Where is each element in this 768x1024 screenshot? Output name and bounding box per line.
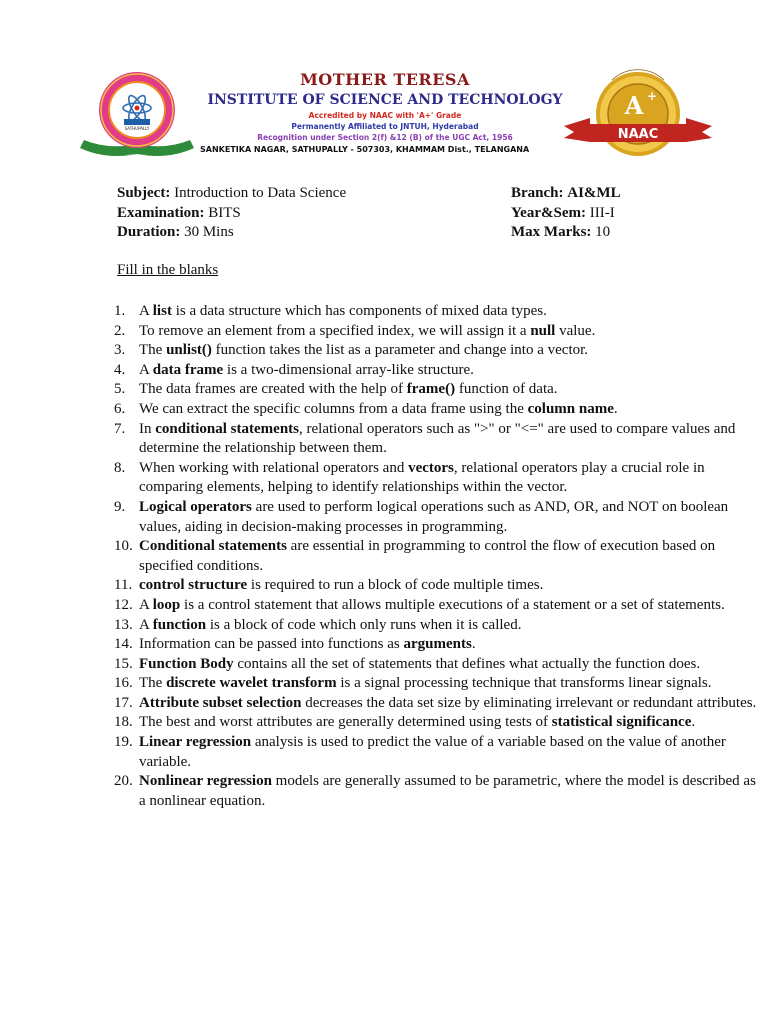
duration-label: Duration: — [117, 224, 181, 241]
question-number: 3. — [114, 342, 126, 359]
question-number: 7. — [114, 420, 126, 437]
duration-value: 30 Mins — [184, 224, 234, 241]
institute-header-text — [196, 70, 574, 157]
meta-row-1 — [117, 184, 677, 204]
section-title: Fill in the blanks — [117, 262, 219, 278]
answer-term: frame() — [406, 381, 456, 398]
question-item — [114, 341, 764, 361]
answer-term: Conditional statements — [139, 538, 287, 555]
subject-label: Subject: — [117, 185, 171, 201]
question-text: . — [471, 636, 476, 653]
question-number: 2. — [114, 322, 126, 339]
question-number: 5. — [114, 381, 126, 398]
question-item — [114, 498, 764, 537]
question-number: 9. — [114, 498, 126, 515]
letterhead — [0, 0, 768, 170]
question-number: 10. — [114, 538, 133, 555]
question-text: contains all the set of statements that defines what actually the function does. — [233, 655, 701, 672]
accreditation-text: Accredited by NAAC with 'A+' Grade — [308, 111, 462, 120]
seal-inner-text: SATHUPALLY — [124, 126, 150, 131]
answer-term: data frame — [152, 361, 224, 378]
answer-term: arguments — [403, 636, 472, 653]
question-item — [114, 400, 764, 420]
question-text: We can extract the specific columns from a data frame using the — [139, 400, 528, 417]
meta-row-3 — [117, 223, 677, 243]
marks-field — [511, 223, 610, 243]
question-text: analysis is used to predict the value of a variable based on the value of another variable. — [139, 734, 726, 770]
answer-term: Attribute subset selection — [139, 694, 302, 711]
naac-grade-plus: + — [646, 89, 658, 103]
question-text: models are generally assumed to be parametric, where the model is described as a nonlinear equation. — [139, 773, 756, 809]
naac-badge-logo — [560, 68, 716, 168]
affiliation-text: Permanently Affiliated to JNTUH, Hyderabad — [291, 122, 479, 131]
question-item — [114, 380, 764, 400]
question-text: , relational operators play a crucial role in comparing elements, helping to identify relationships within the vector. — [139, 459, 705, 496]
answer-term: loop — [152, 596, 181, 613]
question-item — [114, 322, 764, 342]
question-number: 20. — [114, 773, 133, 790]
question-text: is a control statement that allows multiple executions of a statement or a set of statements. — [180, 596, 725, 613]
question-number: 11. — [114, 577, 133, 594]
question-text: A — [139, 361, 153, 378]
question-text: A — [139, 616, 153, 633]
question-item — [114, 616, 764, 636]
question-item — [114, 576, 764, 596]
exam-field — [117, 204, 511, 224]
question-item — [114, 596, 764, 616]
marks-value: 10 — [595, 224, 611, 241]
question-text: The best and worst attributes are generally determined using tests of — [139, 714, 552, 731]
answer-term: column name — [527, 400, 614, 417]
institute-seal-logo — [76, 68, 198, 160]
question-item — [114, 459, 764, 498]
subject-value: Introduction to Data Science — [174, 185, 347, 201]
question-text: is required to run a block of code multiple times. — [247, 577, 544, 594]
answer-term: null — [530, 322, 556, 339]
question-text: To remove an element from a specified index, we will assign it a — [139, 322, 531, 339]
duration-field — [117, 223, 511, 243]
question-text: are essential in programming to control the flow of execution based on specified conditions. — [139, 538, 716, 574]
question-number: 8. — [114, 459, 126, 476]
question-text: are used to perform logical operations such as AND, OR, and NOT on boolean values, aiding in decision-making processes in programming. — [139, 498, 729, 535]
question-item — [114, 733, 764, 772]
question-number: 6. — [114, 400, 126, 417]
question-text: is a signal processing technique that transforms linear signals. — [336, 675, 712, 692]
naac-label-text: NAAC — [617, 127, 659, 142]
answer-term: Nonlinear regression — [139, 773, 272, 790]
recognition-text: Recognition under Section 2(f) &12 (B) of the UGC Act, 1956 — [257, 133, 513, 142]
question-item — [114, 302, 764, 322]
question-number: 14. — [114, 636, 133, 653]
question-text: is a two-dimensional array-like structure. — [223, 361, 474, 378]
question-text: The data frames are created with the help of — [139, 381, 407, 398]
question-number: 17. — [114, 694, 133, 711]
question-text: The — [139, 342, 167, 359]
question-text: , relational operators such as ">" or "<=" are used to compare values and determine the relationship between them. — [139, 420, 736, 457]
question-item — [114, 635, 764, 655]
question-number: 12. — [114, 596, 133, 613]
question-number: 16. — [114, 675, 133, 692]
answer-term: control structure — [139, 577, 248, 594]
branch-value: AI&ML — [567, 185, 621, 201]
yearsem-value: III-I — [589, 204, 615, 221]
yearsem-field — [511, 204, 615, 224]
question-number: 18. — [114, 714, 133, 731]
question-number: 13. — [114, 616, 133, 633]
question-text: The — [139, 675, 167, 692]
question-text: A — [139, 596, 153, 613]
subject-field — [117, 184, 511, 204]
meta-row-2 — [117, 204, 677, 224]
question-item — [114, 537, 764, 576]
answer-term: Linear regression — [139, 734, 252, 751]
question-text: When working with relational operators and — [139, 459, 409, 476]
answer-term: Logical operators — [139, 498, 252, 515]
question-item — [114, 361, 764, 381]
question-item — [114, 713, 764, 733]
question-item — [114, 674, 764, 694]
question-item — [114, 772, 764, 811]
branch-label: Branch: — [511, 185, 564, 201]
question-text: . — [613, 400, 618, 417]
question-item — [114, 694, 764, 714]
seal-year-text: ESTD 2001 — [127, 154, 147, 158]
question-text: decreases the data set size by eliminating irrelevant or redundant attributes. — [301, 694, 757, 711]
question-number: 1. — [114, 303, 126, 319]
question-text: A — [139, 303, 153, 319]
question-item — [114, 420, 764, 459]
question-text: value. — [555, 322, 596, 339]
answer-term: unlist() — [166, 342, 212, 359]
institute-name-line2: INSTITUTE OF SCIENCE AND TECHNOLOGY — [207, 92, 563, 108]
exam-value: BITS — [208, 204, 241, 221]
question-text: Information can be passed into functions as — [139, 636, 404, 653]
answer-term: conditional statements — [155, 420, 299, 437]
answer-term: statistical significance — [551, 714, 692, 731]
question-number: 19. — [114, 734, 133, 751]
naac-grade-text: A — [624, 91, 644, 120]
branch-field — [511, 184, 621, 204]
answer-term: vectors — [408, 459, 454, 476]
address-text: SANKETIKA NAGAR, SATHUPALLY - 507303, KHAMMAM Dist., TELANGANA — [200, 145, 530, 154]
answer-term: Function Body — [139, 655, 234, 672]
question-text: function takes the list as a parameter and change into a vector. — [211, 342, 589, 359]
marks-label: Max Marks: — [511, 224, 592, 241]
question-text: is a data structure which has components of mixed data types. — [171, 303, 547, 319]
answer-term: discrete wavelet transform — [166, 675, 337, 692]
question-text: . — [691, 714, 696, 731]
question-item — [114, 655, 764, 675]
answer-term: function — [152, 616, 207, 633]
question-text: is a block of code which only runs when it is called. — [206, 616, 522, 633]
question-text: In — [139, 420, 156, 437]
question-number: 15. — [114, 655, 133, 672]
question-text: function of data. — [455, 381, 558, 398]
exam-details — [117, 184, 677, 243]
answer-term: list — [152, 303, 172, 319]
question-list — [114, 302, 764, 811]
exam-label: Examination: — [117, 204, 205, 221]
yearsem-label: Year&Sem: — [511, 204, 586, 221]
question-number: 4. — [114, 361, 126, 378]
institute-name-line1: MOTHER TERESA — [300, 70, 470, 89]
